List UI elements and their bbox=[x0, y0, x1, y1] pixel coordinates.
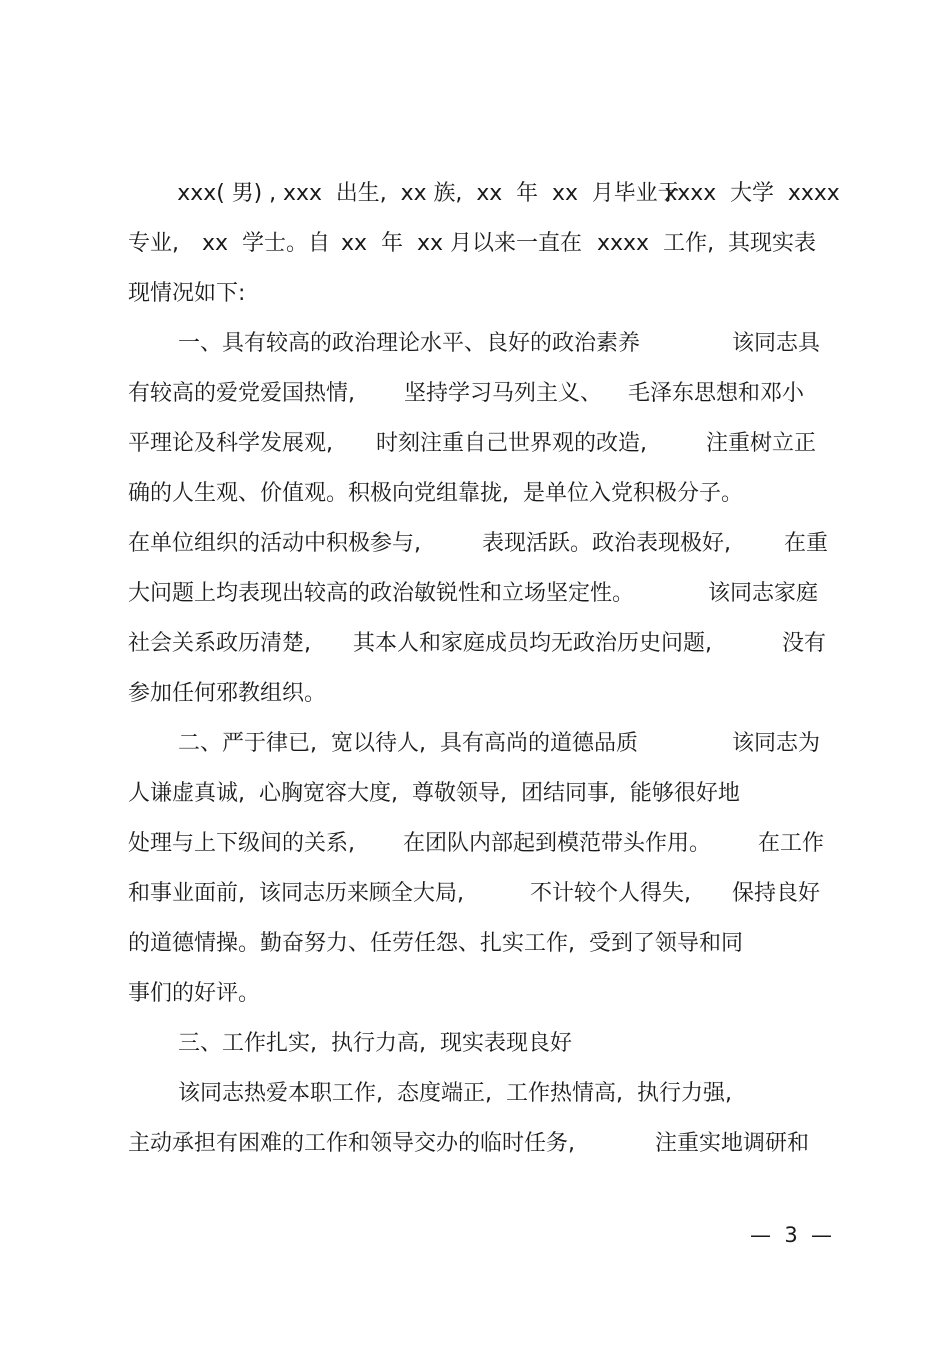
text-line bbox=[0, 177, 946, 211]
text-line bbox=[0, 827, 950, 861]
text-segment: 没有 bbox=[782, 631, 827, 656]
text-segment: 确的人生观、价值观。积极向党组靠拢, 是单位入党积极分子。 bbox=[128, 481, 743, 506]
text-segment: xxxx 工作, 其现实表 bbox=[597, 231, 817, 256]
text-line bbox=[0, 877, 950, 911]
text-line bbox=[0, 627, 950, 661]
text-segment: 的道德情操。勤奋努力、任劳任怨、扎实工作, 受到了领导和同 bbox=[128, 931, 743, 956]
text-segment: 主动承担有困难的工作和领导交办的临时任务, bbox=[128, 1131, 575, 1156]
text-line bbox=[0, 1077, 950, 1111]
section-heading-line bbox=[0, 1027, 950, 1061]
text-line bbox=[0, 677, 950, 711]
text-segment: 注重树立正 bbox=[706, 431, 817, 456]
text-segment: xx 年 xx 月以来一直在 bbox=[341, 231, 583, 256]
text-line bbox=[0, 377, 950, 411]
text-line bbox=[0, 527, 950, 561]
section-heading: 三、工作扎实, 执行力高, 现实表现良好 bbox=[178, 1031, 572, 1056]
text-segment: 不计较个人得失, bbox=[530, 881, 691, 906]
text-segment: 该同志家庭 bbox=[708, 581, 819, 606]
text-segment: 处理与上下级间的关系, bbox=[128, 831, 355, 856]
text-line bbox=[0, 927, 950, 961]
text-segment: 和事业面前, 该同志历来顾全大局, bbox=[128, 881, 464, 906]
text-segment: xxxx 大学 xxxx bbox=[664, 181, 840, 206]
text-segment: 该同志为 bbox=[732, 731, 821, 756]
text-segment: 表现活跃。政治表现极好, bbox=[482, 531, 731, 556]
section-heading: 一、具有较高的政治理论水平、良好的政治素养 bbox=[178, 331, 641, 356]
text-segment: 在工作 bbox=[758, 831, 825, 856]
text-line bbox=[0, 777, 950, 811]
section-heading-line bbox=[0, 727, 950, 761]
text-segment: 人谦虚真诚, 心胸宽容大度, 尊敬领导, 团结同事, 能够很好地 bbox=[128, 781, 740, 806]
text-segment: xx 学士。自 bbox=[202, 231, 331, 256]
text-segment: 社会关系政历清楚, bbox=[128, 631, 311, 656]
text-segment: 其本人和家庭成员均无政治历史问题, bbox=[353, 631, 712, 656]
text-segment: 专业, bbox=[128, 231, 179, 256]
text-segment: 参加任何邪教组织。 bbox=[128, 681, 327, 706]
text-segment: 时刻注重自己世界观的改造, bbox=[376, 431, 647, 456]
text-segment: 毛泽东思想和邓小 bbox=[628, 381, 805, 406]
text-line bbox=[0, 977, 950, 1011]
text-segment: 坚持学习马列主义、 bbox=[404, 381, 603, 406]
text-segment: 保持良好 bbox=[732, 881, 821, 906]
text-line bbox=[0, 477, 950, 511]
text-line bbox=[0, 427, 950, 461]
text-line bbox=[0, 1127, 950, 1161]
text-segment: xxx( 男) , xxx 出生, xx 族, xx 年 xx 月毕业于 bbox=[177, 181, 680, 206]
text-line bbox=[0, 277, 950, 311]
text-segment: 现情况如下: bbox=[128, 281, 246, 306]
text-segment: 平理论及科学发展观, bbox=[128, 431, 333, 456]
text-segment: 事们的好评。 bbox=[128, 981, 261, 1006]
text-segment: 在单位组织的活动中积极参与, bbox=[128, 531, 421, 556]
text-segment: 在重 bbox=[784, 531, 829, 556]
section-heading-line bbox=[0, 327, 950, 361]
page-number: — 3 — bbox=[750, 1223, 833, 1247]
section-heading: 二、严于律已, 宽以待人, 具有高尚的道德品质 bbox=[178, 731, 638, 756]
text-line bbox=[0, 577, 950, 611]
text-line bbox=[0, 227, 950, 261]
text-segment: 有较高的爱党爱国热情, bbox=[128, 381, 355, 406]
text-segment: 在团队内部起到模范带头作用。 bbox=[403, 831, 712, 856]
text-segment: 该同志具 bbox=[732, 331, 821, 356]
text-segment: 该同志热爱本职工作, 态度端正, 工作热情高, 执行力强, bbox=[178, 1081, 732, 1106]
text-segment: 注重实地调研和 bbox=[655, 1131, 810, 1156]
text-segment: 大问题上均表现出较高的政治敏锐性和立场坚定性。 bbox=[128, 581, 635, 606]
